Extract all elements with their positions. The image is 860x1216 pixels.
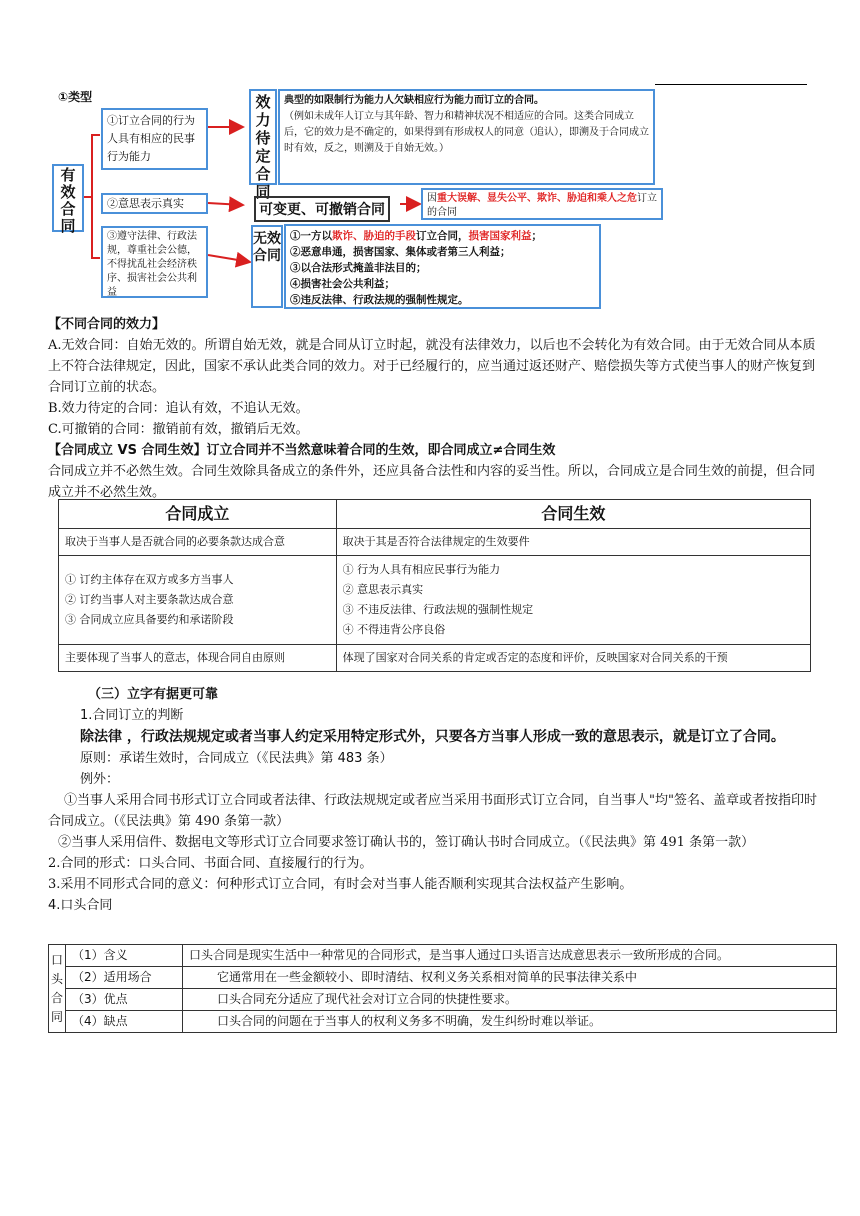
revocable-post: 订立的合同: [427, 193, 657, 218]
table-cell: 口头合同是现实生活中一种常见的合同形式，是当事人通过口头语言达成意思表示一致所形成的合同。: [183, 945, 837, 967]
effect-heading: 【不同合同的效力】: [48, 317, 166, 332]
revocable-desc: [421, 188, 663, 220]
table-cell: 口头合同的问题在于当事人的权利义务多不明确，发生纠纷时难以举证。: [183, 1011, 837, 1033]
col1-header: 合同成立: [59, 500, 337, 529]
table-cell: 取决于当事人是否就合同的必要条款达成合意: [59, 529, 337, 556]
table-cell: （1）含义: [66, 945, 183, 967]
pending-text-1: 典型的如限制行为能力人欠缺相应行为能力而订立的合同。: [284, 95, 544, 106]
col2-items: [336, 556, 810, 645]
effect-a: A.无效合同：自始无效的。所谓自始无效，就是合同从订立时起，就没有法律效力，以后也不会转化为有效合同。由于无效合同从本质上不符合法律规定，因此，国家不承认此类合同的效力。对于已经履行的，应当通过返还财产、赔偿损失等方式使当事人的财产恢复到合同订立前的状态。: [48, 338, 816, 395]
condition-1-box: ①订立合同的行为人具有相应的民事行为能力: [101, 108, 208, 170]
section3-p2: 2.合同的形式：口头合同、书面合同、直接履行的行为。: [48, 856, 373, 871]
list-item: ② 意思表示真实: [342, 583, 424, 596]
section3-sub1: 1.合同订立的判断: [80, 708, 184, 723]
section3-heading: （三）立字有据更可靠: [88, 687, 219, 702]
section3-p4: 4.口头合同: [48, 898, 113, 913]
list-item: ③ 合同成立应具备要约和承诺阶段: [65, 613, 234, 626]
table-cell: 主要体现了当事人的意志，体现合同自由原则: [59, 645, 337, 672]
void-item-5: ⑤违反法律、行政法规的强制性规定。: [290, 294, 469, 306]
pending-text-2: （例如未成年人订立与其年龄、智力和精神状况不相适应的合同。这类合同成立后，它的效力是不确定的，如果得到有形成权人的同意（追认），即溯及于合同成立时有效，反之，则溯及于自始无效。）: [284, 111, 649, 154]
table-cell: 它通常用在一些金额较小、即时清结、权利义务关系相对简单的民事法律关系中: [183, 967, 837, 989]
type-label: ①类型: [58, 90, 93, 104]
void-contract-label: 无效合同: [251, 225, 283, 308]
table-cell: （3）优点: [66, 989, 183, 1011]
col2-header: 合同生效: [336, 500, 810, 529]
void-contract-desc: [284, 224, 601, 309]
arrow-3: [208, 255, 250, 262]
bracket: [92, 135, 100, 258]
pending-contract-label: 效力待定合同: [249, 89, 277, 185]
revocable-pre: 因: [427, 193, 437, 204]
list-item: ① 行为人具有相应民事行为能力: [342, 563, 501, 576]
table-cell: （4）缺点: [66, 1011, 183, 1033]
list-item: ① 订约主体存在双方或多方当事人: [65, 573, 234, 586]
section3-ex2: ②当事人采用信件、数据电文等形式订立合同要求签订确认书的，签订确认书时合同成立。（《民法典》第 491 条第一款）: [58, 835, 755, 850]
table-cell: （2）适用场合: [66, 967, 183, 989]
list-item: ③ 不违反法律、行政法规的强制性规定: [342, 603, 534, 616]
table-cell: 取决于其是否符合法律规定的生效要件: [336, 529, 810, 556]
table-cell: 口头合同充分适应了现代社会对订立合同的快捷性要求。: [183, 989, 837, 1011]
void-item-1: ①一方以欺诈、胁迫的手段订立合同，损害国家利益；: [290, 230, 542, 242]
void-item-4: ④损害社会公共利益；: [290, 278, 395, 290]
revocable-contract-label: 可变更、可撤销合同: [254, 196, 390, 222]
valid-contract-box: 有效合同: [52, 164, 84, 232]
oral-contract-table: [48, 944, 837, 1033]
effect-b: B.效力待定的合同：追认有效，不追认无效。: [48, 401, 309, 416]
oral-side-label: 口头合同: [49, 945, 66, 1033]
col1-items: [59, 556, 337, 645]
list-item: ④ 不得违背公序良俗: [342, 623, 446, 636]
section-3: [48, 684, 818, 916]
section3-p3: 3.采用不同形式合同的意义：何种形式订立合同，有时会对当事人能否顺利实现其合法权益产生影响。: [48, 877, 633, 892]
arrow-2: [208, 203, 243, 205]
vs-heading: 【合同成立 VS 合同生效】订立合同并不当然意味着合同的生效，即合同成立≠合同生效: [48, 443, 556, 458]
condition-2-box: ②意思表示真实: [101, 193, 208, 214]
section3-p1: 除法律 ，行政法规规定或者当事人约定采用特定形式外，只要各方当事人形成一致的意思表示，就是订立了合同。: [80, 729, 785, 745]
table-cell: 体现了国家对合同关系的肯定或否定的态度和评价，反映国家对合同关系的干预: [336, 645, 810, 672]
revocable-reasons: 重大误解、显失公平、欺诈、胁迫和乘人之危: [437, 193, 637, 204]
list-item: ② 订约当事人对主要条款达成合意: [65, 593, 234, 606]
section3-principle: 原则：承诺生效时，合同成立（《民法典》第 483 条）: [80, 751, 393, 766]
compare-table: [58, 499, 811, 672]
pending-contract-desc: [278, 89, 655, 185]
vs-body: 合同成立并不必然生效。合同生效除具备成立的条件外，还应具备合法性和内容的妥当性。所以，合同成立是合同生效的前提，但合同成立并不必然生效。: [48, 464, 816, 500]
section3-exception: 例外：: [80, 772, 120, 787]
void-item-2: ②恶意串通，损害国家、集体或者第三人利益；: [290, 246, 511, 258]
effect-c: C.可撤销的合同：撤销前有效，撤销后无效。: [48, 422, 309, 437]
condition-3-box: ③遵守法律、行政法规，尊重社会公德，不得扰乱社会经济秩序、损害社会公共利益: [101, 226, 208, 298]
section3-ex1: ①当事人采用合同书形式订立合同或者法律、行政法规规定或者应当采用书面形式订立合同，自当事人"均"签名、盖章或者按指印时合同成立。（《民法典》第 490 条第一款）: [48, 793, 817, 829]
effect-section: [48, 314, 818, 503]
void-item-3: ③以合法形式掩盖非法目的；: [290, 262, 427, 274]
